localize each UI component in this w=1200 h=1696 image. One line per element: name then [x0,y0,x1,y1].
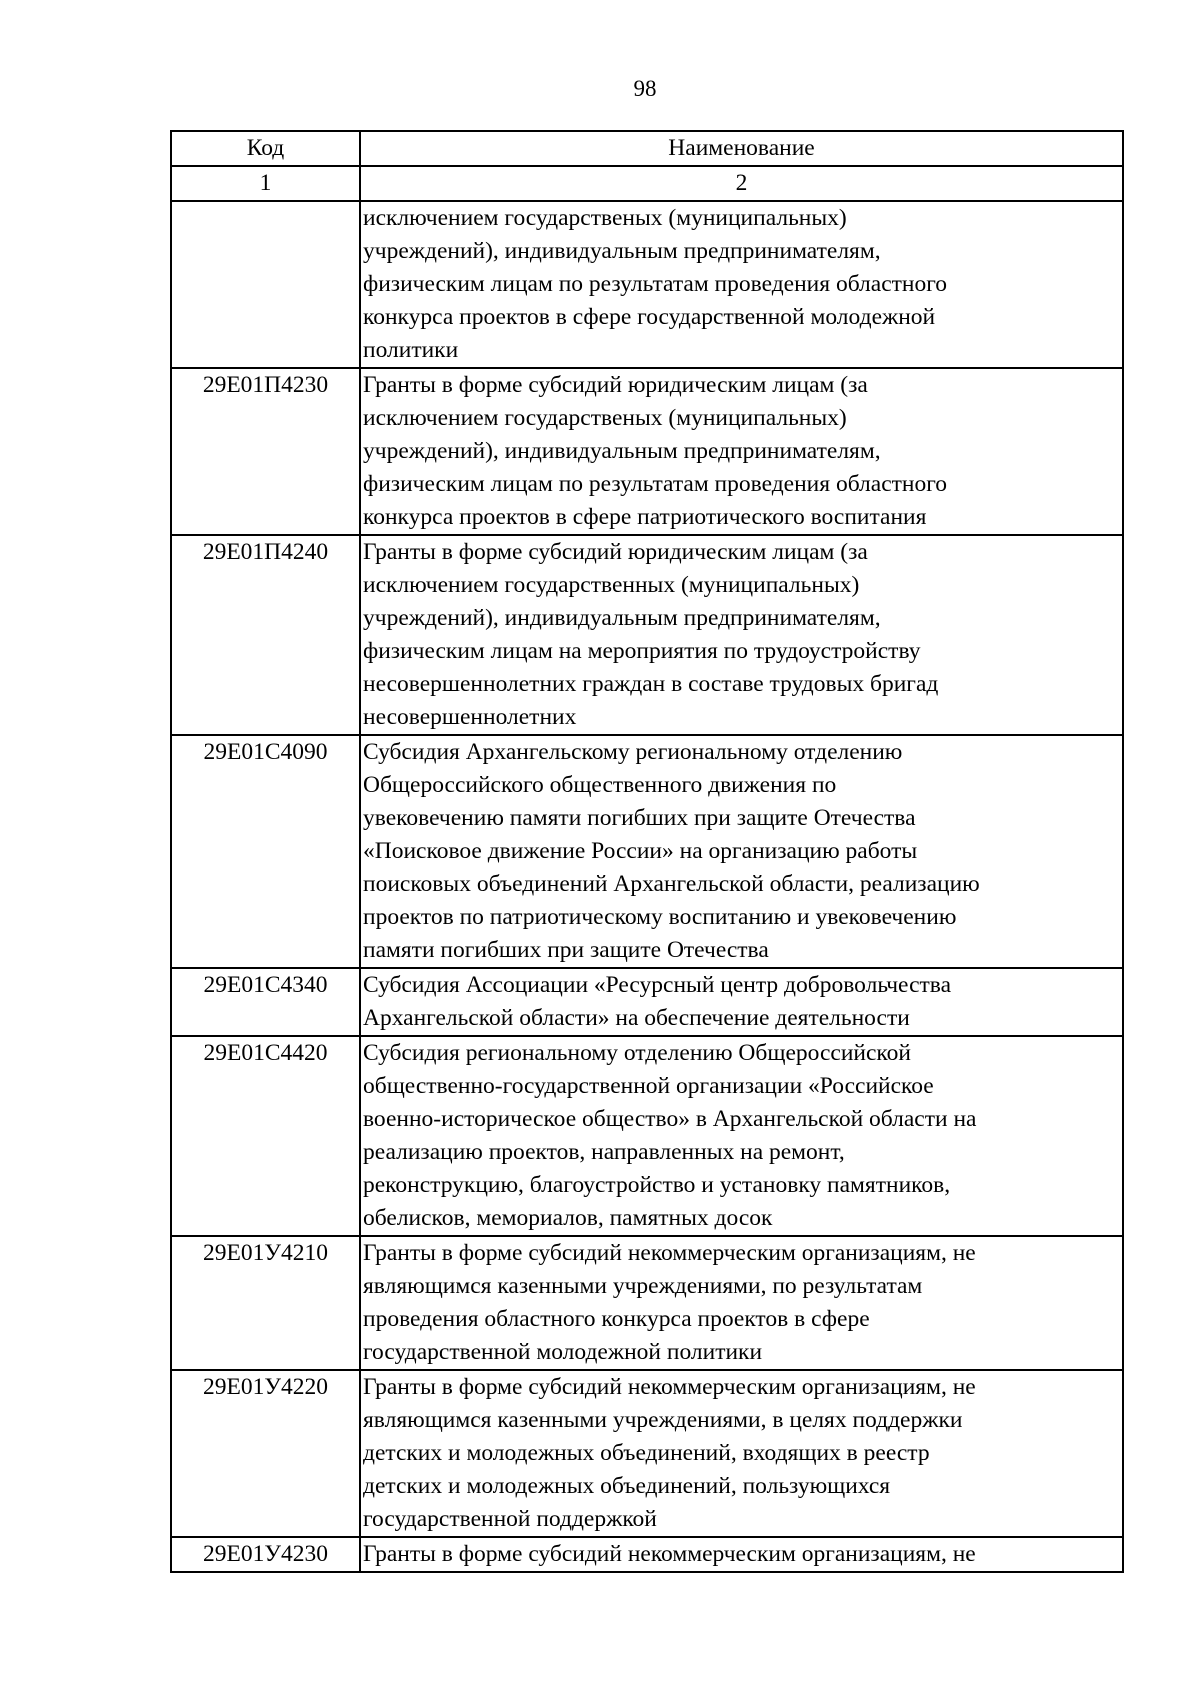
row-name [360,735,1123,968]
row-name-line: государственной поддержкой [363,1506,657,1532]
row-name [360,1036,1123,1236]
row-name-line: несовершеннолетних граждан в составе трудовых бригад [363,671,939,697]
row-name-line: физическим лицам на мероприятия по трудоустройству [363,638,921,664]
row-name-line: проектов по патриотическому воспитанию и увековечению [363,904,957,930]
table-row [171,201,1123,368]
header-name: Наименование [360,131,1123,166]
row-name-line: Гранты в форме субсидий некоммерческим организациям, не [363,1541,976,1567]
row-name-line: поисковых объединений Архангельской области, реализацию [363,871,980,897]
row-name-line: Гранты в форме субсидий юридическим лицам (за [363,539,868,565]
row-code [171,201,360,368]
row-code: 29Е01У4210 [171,1236,360,1370]
row-name-line: Субсидия Архангельскому региональному отделению [363,739,903,765]
row-name-line: несовершеннолетних [363,704,577,730]
row-name-line: увековечению памяти погибших при защите Отечества [363,805,916,831]
row-name-line: Субсидия Ассоциации «Ресурсный центр добровольчества [363,972,951,998]
row-name-line: памяти погибших при защите Отечества [363,937,769,963]
column-number-code: 1 [171,166,360,201]
row-name-line: физическим лицам по результатам проведения областного [363,471,948,497]
row-name-line: политики [363,337,459,363]
row-name [360,1236,1123,1370]
row-name-line: исключением государственых (муниципальных) [363,205,847,231]
row-name-line: реконструкцию, благоустройство и установку памятников, [363,1172,951,1198]
row-name [360,968,1123,1036]
row-name-line: реализацию проектов, направленных на ремонт, [363,1139,845,1165]
row-name-line: «Поисковое движение России» на организацию работы [363,838,918,864]
row-code: 29Е01С4090 [171,735,360,968]
row-name-line: Гранты в форме субсидий некоммерческим организациям, не [363,1374,976,1400]
row-name-line: проведения областного конкурса проектов в сфере [363,1306,870,1332]
row-name-line: исключением государственых (муниципальных) [363,405,847,431]
row-name-line: конкурса проектов в сфере государственной молодежной [363,304,936,330]
row-name-line: Архангельской области» на обеспечение деятельности [363,1005,910,1031]
row-name-line: исключением государственных (муниципальных) [363,572,860,598]
column-number-name: 2 [360,166,1123,201]
row-name-line: физическим лицам по результатам проведения областного [363,271,948,297]
page-number: 98 [633,76,657,101]
row-name-line: общественно-государственной организации «Российское [363,1073,934,1099]
table-row [171,735,1123,968]
row-name-line: Общероссийского общественного движения по [363,772,837,798]
row-name [360,201,1123,368]
row-name-line: учреждений), индивидуальным предпринимателям, [363,238,881,264]
row-name-line: являющимся казенными учреждениями, в целях поддержки [363,1407,963,1433]
row-name-line: учреждений), индивидуальным предпринимателям, [363,438,881,464]
table-row [171,1370,1123,1537]
row-name [360,368,1123,535]
table-row [171,968,1123,1036]
row-name-line: детских и молодежных объединений, входящих в реестр [363,1440,930,1466]
row-name-line: обелисков, мемориалов, памятных досок [363,1205,773,1231]
header-code: Код [171,131,360,166]
table-row [171,1236,1123,1370]
row-code: 29Е01У4220 [171,1370,360,1537]
row-name [360,535,1123,735]
table-header-row [171,131,1123,166]
row-name-line: являющимся казенными учреждениями, по результатам [363,1273,923,1299]
row-name-line: Гранты в форме субсидий юридическим лицам (за [363,372,868,398]
row-code: 29Е01У4230 [171,1537,360,1572]
row-code: 29Е01П4230 [171,368,360,535]
row-name-line: Субсидия региональному отделению Общероссийской [363,1040,911,1066]
table-row [171,1036,1123,1236]
row-name-line: государственной молодежной политики [363,1339,763,1365]
budget-code-table [170,130,1124,1573]
row-code: 29Е01С4340 [171,968,360,1036]
table-row [171,1537,1123,1572]
table-row [171,368,1123,535]
row-name-line: военно-историческое общество» в Архангельской области на [363,1106,977,1132]
row-code: 29Е01С4420 [171,1036,360,1236]
row-name [360,1537,1123,1572]
row-name-line: учреждений), индивидуальным предпринимателям, [363,605,881,631]
row-name [360,1370,1123,1537]
row-name-line: детских и молодежных объединений, пользующихся [363,1473,891,1499]
table-column-number-row [171,166,1123,201]
row-code: 29Е01П4240 [171,535,360,735]
row-name-line: конкурса проектов в сфере патриотического воспитания [363,504,927,530]
row-name-line: Гранты в форме субсидий некоммерческим организациям, не [363,1240,976,1266]
table-row [171,535,1123,735]
